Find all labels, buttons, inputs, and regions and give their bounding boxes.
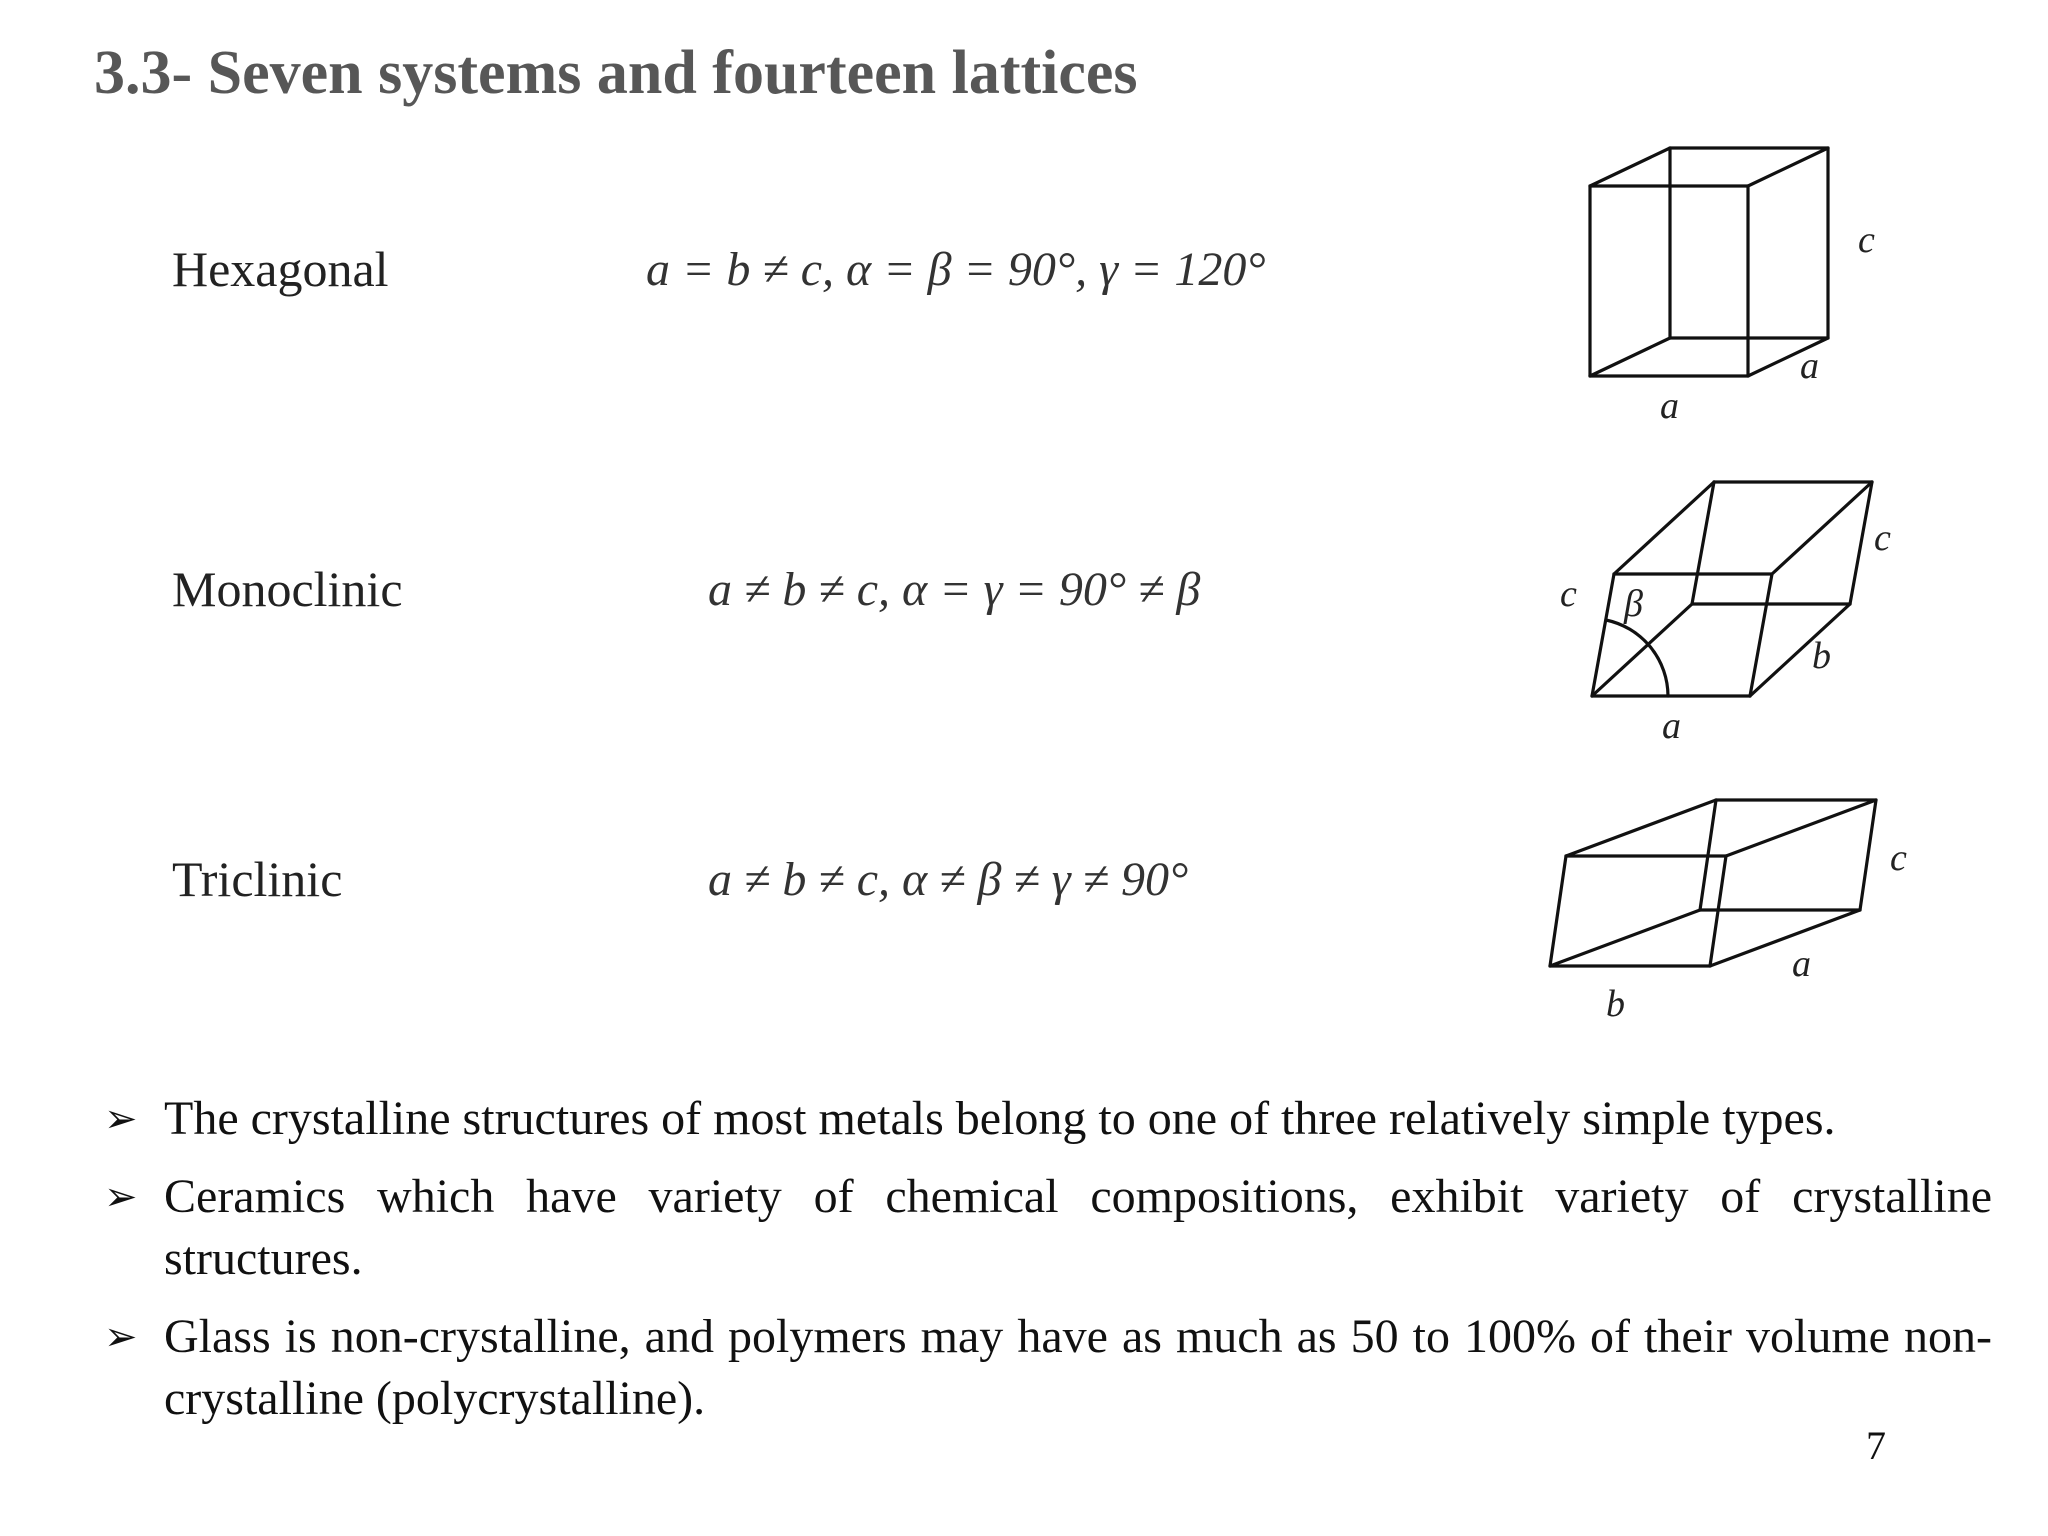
monoclinic-label-beta: β: [1624, 583, 1643, 625]
hexagonal-lattice-figure: [1540, 130, 1960, 430]
bullet-item: [104, 1088, 1992, 1150]
bullet-item: [104, 1306, 1992, 1430]
monoclinic-label-b: b: [1812, 635, 1831, 677]
bullet-item: [104, 1166, 1992, 1290]
arrow-bullet-icon: ➢: [104, 1096, 138, 1142]
triclinic-label-c: c: [1890, 837, 1907, 879]
arrow-bullet-icon: ➢: [104, 1174, 138, 1220]
system-name-monoclinic: Monoclinic: [172, 561, 403, 617]
hexagonal-label-c: c: [1858, 219, 1875, 261]
bullet-text: The crystalline structures of most metals belong to one of three relatively simple types.: [164, 1092, 1836, 1145]
bullet-text: Ceramics which have variety of chemical compositions, exhibit variety of crystalline structures.: [164, 1170, 1992, 1285]
monoclinic-label-a: a: [1662, 705, 1681, 747]
system-formula-hexagonal: a = b ≠ c, α = β = 90°, γ = 120°: [646, 243, 1266, 296]
page-number: 7: [1866, 1423, 1886, 1468]
monoclinic-label-c-side: c: [1874, 517, 1891, 559]
system-formula-monoclinic: a ≠ b ≠ c, α = γ = 90° ≠ β: [708, 563, 1201, 616]
bullet-text: Glass is non-crystalline, and polymers may have as much as 50 to 100% of their volume non-crystalline (polycrystalline).: [164, 1310, 1992, 1425]
slide-title: 3.3- Seven systems and fourteen lattices: [94, 39, 1138, 107]
hexagonal-label-a-front: a: [1660, 385, 1679, 427]
triclinic-label-a: a: [1792, 943, 1811, 985]
monoclinic-label-c-front: c: [1560, 573, 1577, 615]
arrow-bullet-icon: ➢: [104, 1314, 138, 1360]
triclinic-label-b: b: [1606, 983, 1625, 1025]
system-name-hexagonal: Hexagonal: [172, 241, 389, 297]
system-formula-triclinic: a ≠ b ≠ c, α ≠ β ≠ γ ≠ 90°: [708, 853, 1189, 906]
triclinic-lattice-figure: [1540, 780, 1960, 1060]
system-name-triclinic: Triclinic: [172, 851, 343, 907]
hexagonal-label-a-side: a: [1800, 345, 1819, 387]
bullet-list: [104, 1088, 1992, 1446]
monoclinic-lattice-figure: [1540, 460, 1960, 750]
